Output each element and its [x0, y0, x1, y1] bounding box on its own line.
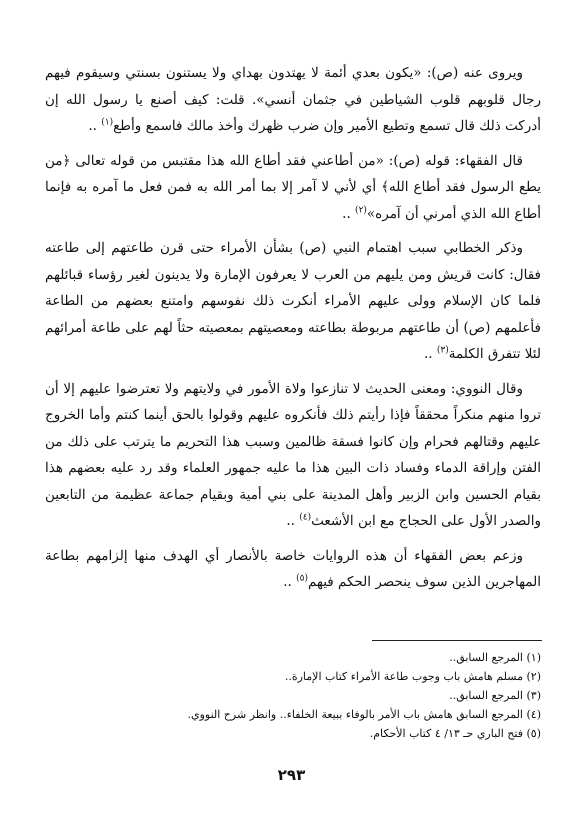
paragraph-5-text: وزعم بعض الفقهاء أن هذه الروايات خاصة بالأنصار أي الهدف منها إلزامهم بطاعة المهاجرين الذين سوف ينحصر الحكم فيهم — [45, 547, 541, 590]
paragraph-1-text: ويروى عنه (ص): «يكون بعدي أئمة لا يهتدون بهداي ولا يستنون بسنتي وسيقوم فيهم رجال قلوبهم قلوب الشياطين في جثمان أنسي». قلت: كيف أصنع يا رسول الله إن أدركت ذلك قال تسمع وتطيع الأمير وإن ضرب ظهرك وأخذ مالك فاسمع وأطع — [45, 65, 541, 134]
paragraph-3-tail: .. — [423, 346, 433, 362]
paragraph-2-text: قال الفقهاء: قوله (ص): «من أطاعني فقد أطاع الله هذا مقتبس من قوله تعالى ﴿من يطع الرسول فقد أطاع الله﴾ أي لأني لا آمر إلا بما أمر الله به فمن فعل ما آمره به فإنما أطاع الله الذي أمرني أن آمره» — [45, 152, 541, 222]
paragraph-1 — [45, 60, 541, 140]
footnote-divider — [372, 640, 542, 641]
page-body — [45, 60, 541, 604]
footnote-2: (٢) مسلم هامش باب وجوب طاعة الأمراء كتاب الإمارة.. — [284, 670, 541, 683]
paragraph-2 — [45, 148, 541, 228]
paragraph-1-tail: .. — [88, 118, 97, 134]
paragraph-5 — [45, 543, 541, 596]
footnote-4: (٤) المرجع السابق هامش باب الأمر بالوفاء ببيعة الخلفاء.. وانظر شرح النووي. — [187, 708, 541, 721]
footnote-ref-5: (٥) — [296, 573, 308, 584]
footnote-ref-2: (٢) — [355, 205, 367, 215]
footnote-1: (١) المرجع السابق.. — [449, 651, 541, 664]
footnote-5: (٥) فتح الباري حـ ١٣/ ٤ كتاب الأحكام. — [369, 727, 541, 740]
paragraph-4 — [45, 376, 541, 535]
footnote-ref-4: (٤) — [299, 512, 312, 523]
footnote-ref-3: (٣) — [436, 345, 449, 356]
paragraph-3-text: وذكر الخطابي سبب اهتمام النبي (ص) بشأن الأمراء حتى قرن طاعتهم إلى طاعته فقال: كانت قريش ومن يليهم من العرب لا يعرفون الإمارة ولا يدينون لغير رؤساء قبائلهم فلما كان الإسلام وولى عليهم الأمراء أنكرت ذلك نفوسهم وامتنع بعضهم من الطاعة فأعلمهم (ص) أن طاعتهم مربوطة بطاعته ومعصيتهم بمعصيته حثاً لهم على طاعة أمرائهم لئلا تتفرق الكلمة — [45, 240, 541, 362]
paragraph-4-text: وقال النووي: ومعنى الحديث لا تنازعوا ولاة الأمور في ولايتهم ولا تعترضوا عليهم إلا أن تروا منهم منكراً محققاً فإذا رأيتم ذلك فأنكروه عليهم وقولوا بالحق أينما كنتم وأما الخروج عليهم وقتالهم فحرام وإن كانوا فسقة ظالمين وسبب هذا التحريم ما يترتب على ذلك من الفتن وإراقة الدماء وفساد ذات البين هذا ما عليه جمهور العلماء وقد رد عليه بعضهم هذا بقيام الحسين وابن الزبير وأهل المدينة على بني أمية وبقيام جماعة عظيمة من التابعين والصدر الأول على الحجاج مع ابن الأشعث — [45, 380, 541, 529]
paragraph-5-tail: .. — [283, 574, 292, 590]
page-number: ٢٩٣ — [277, 766, 306, 784]
footnotes — [100, 648, 541, 743]
footnote-ref-1: (١) — [101, 117, 114, 128]
paragraph-2-tail: .. — [342, 205, 351, 222]
paragraph-4-tail: .. — [286, 513, 295, 529]
footnote-3: (٣) المرجع السابق.. — [449, 689, 541, 702]
paragraph-3 — [45, 235, 541, 368]
